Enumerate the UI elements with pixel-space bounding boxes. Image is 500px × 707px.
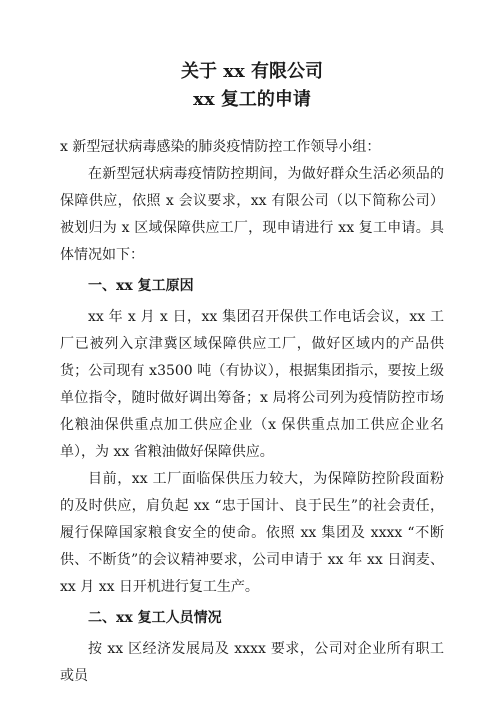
document-title-line-2: xx 复工的申请 bbox=[193, 89, 311, 110]
document-title-line-1: 关于 xx 有限公司 bbox=[181, 61, 323, 82]
intro-paragraph: 在新型冠状病毒疫情防控期间，为做好群众生活必须品的保障供应，依照 x 会议要求，xx 有限公司（以下简称公司）被划归为 x 区域保障供应工厂，现申请进行 xx 复工申请。具体情况如下： bbox=[60, 166, 444, 263]
section-1-paragraph-2: 目前，xx 工厂面临保供压力较大，为保障防控阶段面粉的及时供应，肩负起 xx “忠于国计、良于民生”的社会责任，履行保障国家粮食安全的使命。依照 xx 集团及 xxxx “不断供、不断货”的会议精神要求，公司申请于 xx 年 xx 日润麦、xx 月 xx 日开机进行复工生产。 bbox=[60, 471, 444, 595]
section-1-heading: 一、xx 复工原因 bbox=[88, 278, 194, 294]
section-2-heading: 二、xx 复工人员情况 bbox=[88, 610, 222, 626]
salutation: x 新型冠状病毒感染的肺炎疫情防控工作领导小组： bbox=[60, 139, 381, 155]
section-2-paragraph-1: 按 xx 区经济发展局及 xxxx 要求，公司对企业所有职工或员 bbox=[60, 641, 444, 684]
section-1-paragraph-1: xx 年 x 月 x 日，xx 集团召开保供工作电话会议，xx 工厂已被列入京津冀区域保障供应工厂，做好区域内的产品供货；公司现有 x3500 吨（有协议），根据集团指示，要按上级单位指令，随时做好调出筹备；x 局将公司列为疫情防控市场化粮油保供重点加工供应企业（x 保供重点加工供应企业名单），为 xx 省粮油做好保障供应。 bbox=[60, 309, 444, 460]
